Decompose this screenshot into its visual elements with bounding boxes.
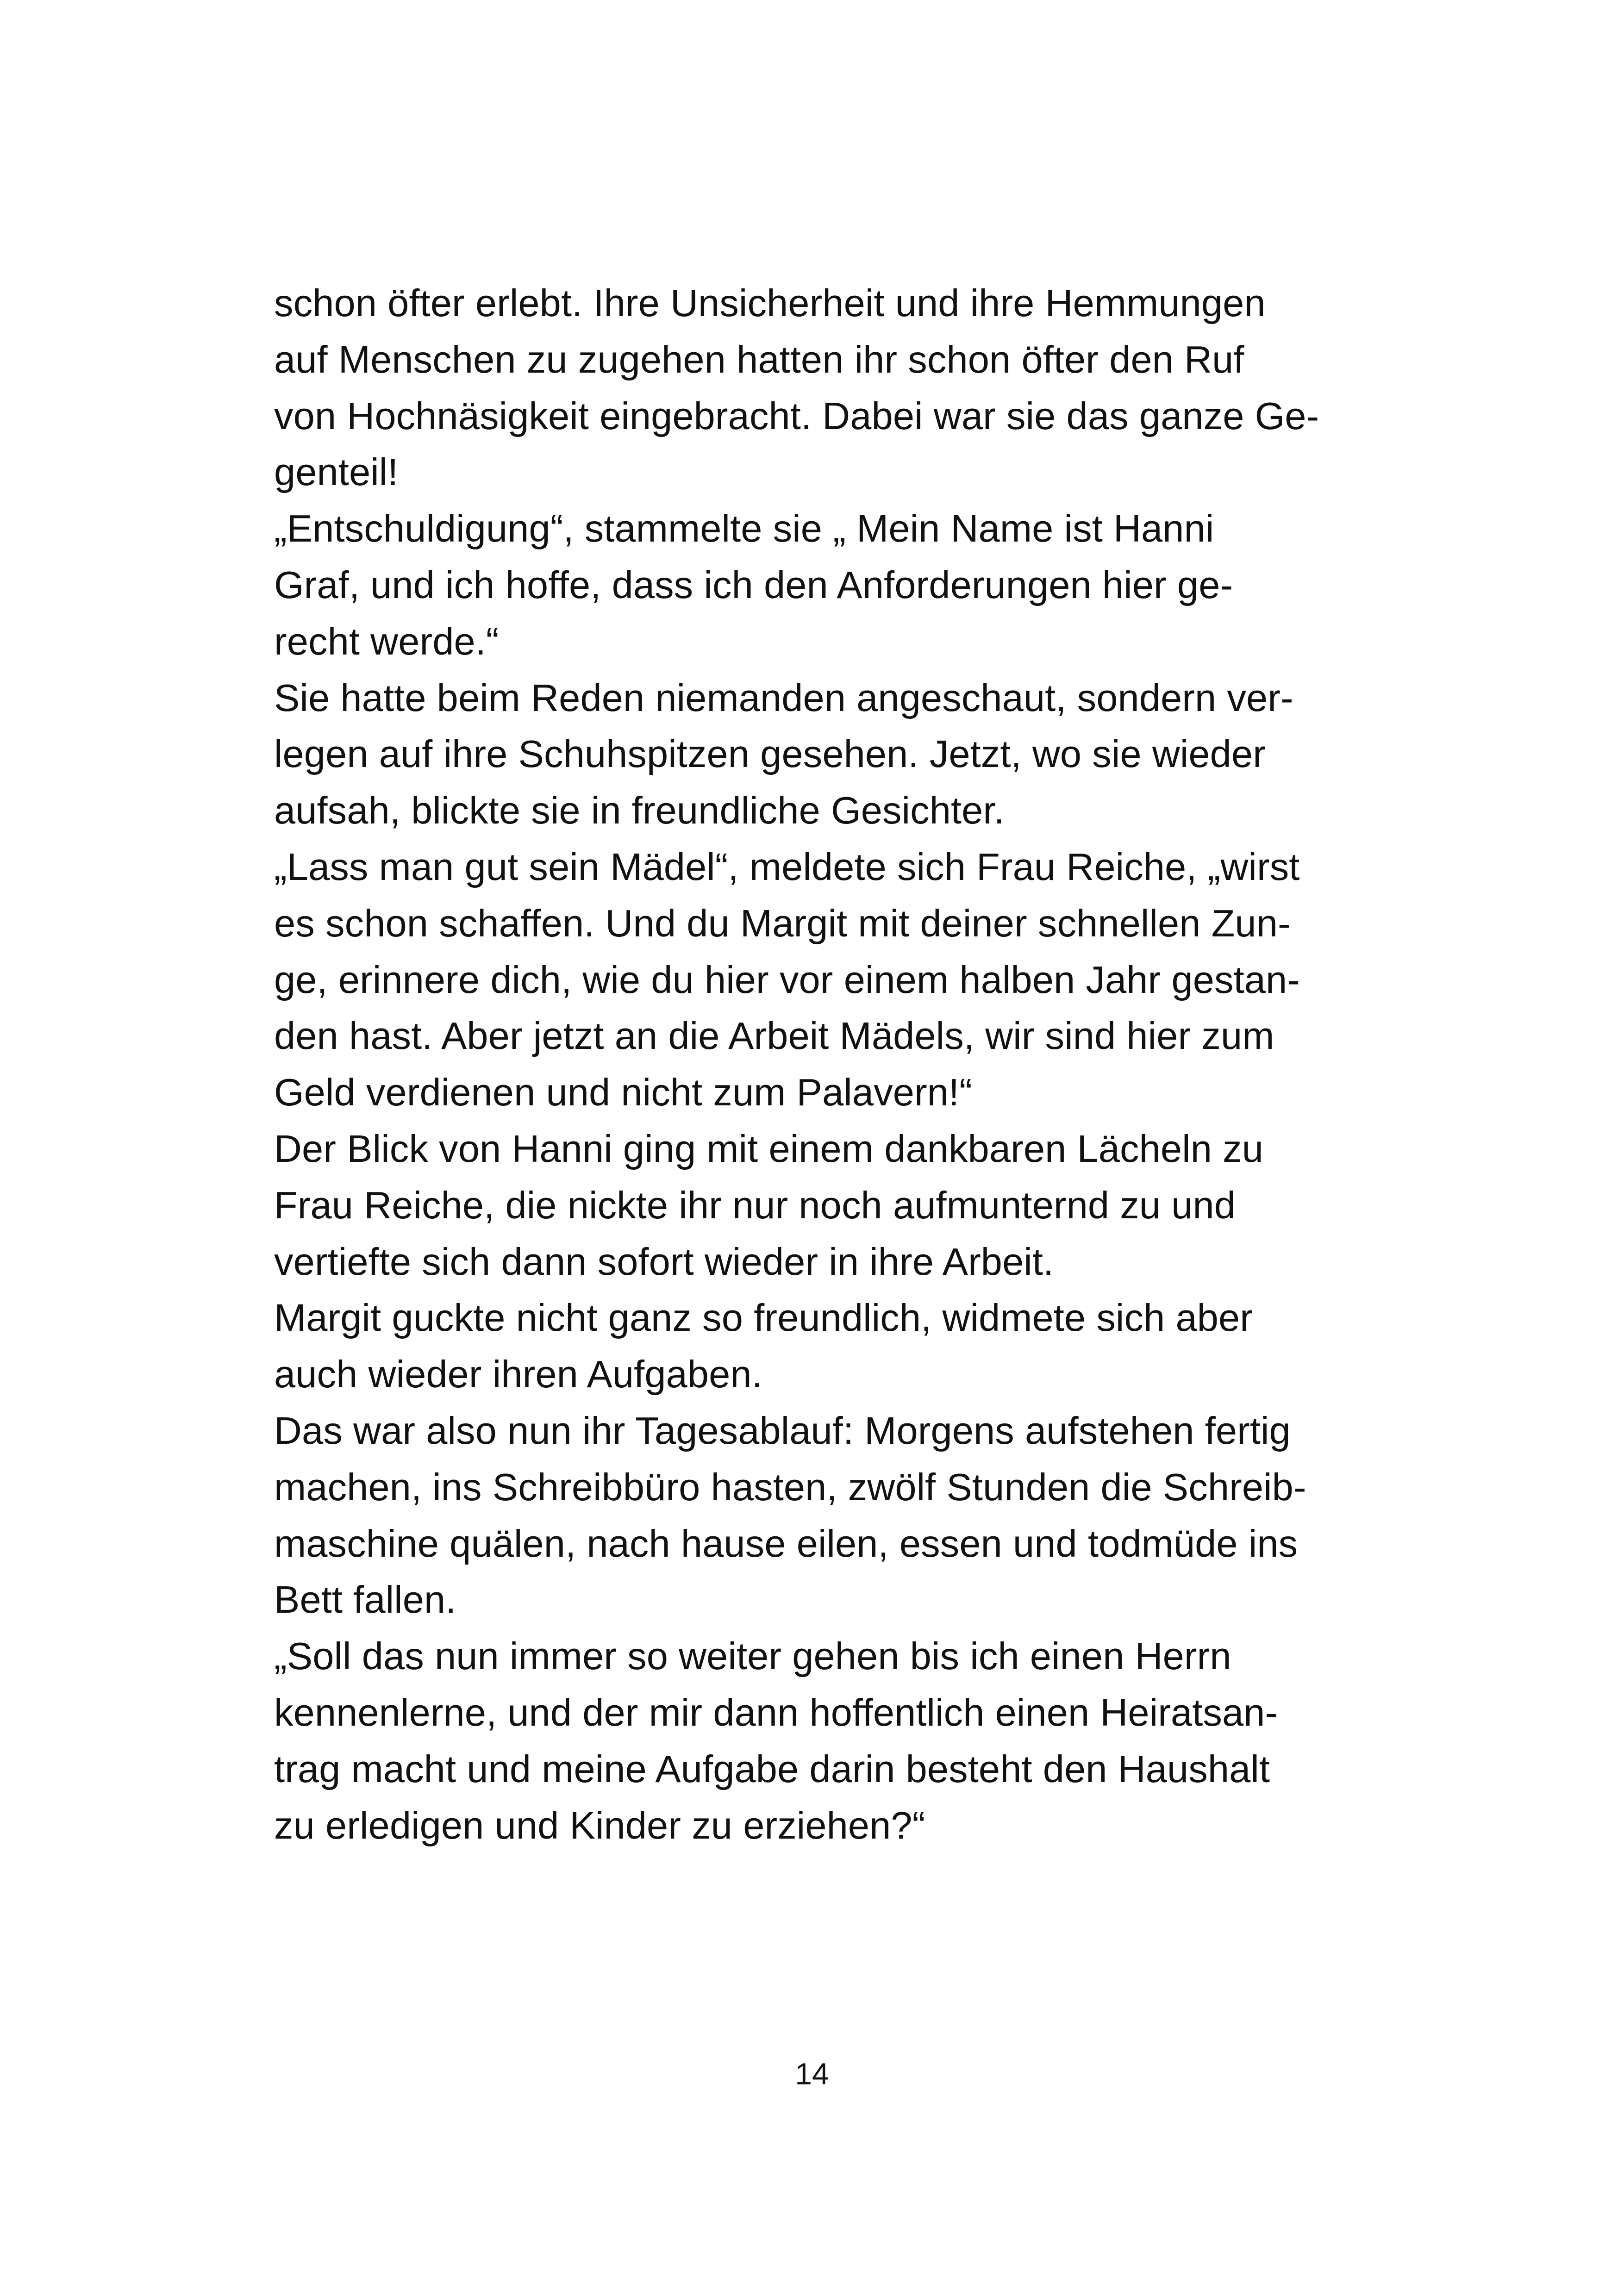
text-line: „Entschuldigung“, stammelte sie „ Mein Name ist Hanni: [274, 507, 1214, 550]
text-line: vertiefte sich dann sofort wieder in ihre Arbeit.: [274, 1240, 1054, 1283]
text-line: Der Blick von Hanni ging mit einem dankbaren Lächeln zu: [274, 1127, 1263, 1170]
text-line: den hast. Aber jetzt an die Arbeit Mädels, wir sind hier zum: [274, 1014, 1274, 1058]
text-line: zu erledigen und Kinder zu erziehen?“: [274, 1803, 925, 1847]
text-line: Bett fallen.: [274, 1578, 456, 1621]
page-number: 14: [795, 2057, 829, 2091]
text-line: „Lass man gut sein Mädel“, meldete sich Frau Reiche, „wirst: [274, 845, 1300, 888]
text-line: Geld verdienen und nicht zum Palavern!“: [274, 1071, 972, 1114]
text-line: Das war also nun ihr Tagesablauf: Morgens aufstehen fertig: [274, 1409, 1291, 1452]
text-line: auf Menschen zu zugehen hatten ihr schon öfter den Ruf: [274, 337, 1244, 381]
text-line: von Hochnäsigkeit eingebracht. Dabei war sie das ganze Ge-: [274, 394, 1319, 437]
text-line: es schon schaffen. Und du Margit mit deiner schnellen Zun-: [274, 901, 1291, 945]
text-line: legen auf ihre Schuhspitzen gesehen. Jetzt, wo sie wieder: [274, 732, 1266, 776]
text-line: genteil!: [274, 450, 399, 494]
text-line: ge, erinnere dich, wie du hier vor einem halben Jahr gestan-: [274, 958, 1300, 1001]
text-line: recht werde.“: [274, 619, 499, 663]
text-line: Sie hatte beim Reden niemanden angeschaut, sondern ver-: [274, 676, 1293, 719]
text-line: Frau Reiche, die nickte ihr nur noch aufmunternd zu und: [274, 1183, 1236, 1227]
text-line: trag macht und meine Aufgabe darin besteht den Haushalt: [274, 1747, 1270, 1790]
text-line: maschine quälen, nach hause eilen, essen und todmüde ins: [274, 1522, 1298, 1565]
text-line: auch wieder ihren Aufgaben.: [274, 1353, 762, 1396]
text-line: aufsah, blickte sie in freundliche Gesichter.: [274, 789, 1005, 832]
text-line: Margit guckte nicht ganz so freundlich, widmete sich aber: [274, 1296, 1253, 1340]
text-line: kennenlerne, und der mir dann hoffentlich einen Heiratsan-: [274, 1690, 1278, 1734]
text-line: Graf, und ich hoffe, dass ich den Anforderungen hier ge-: [274, 563, 1233, 606]
text-line: schon öfter erlebt. Ihre Unsicherheit und ihre Hemmungen: [274, 281, 1266, 324]
text-line: „Soll das nun immer so weiter gehen bis ich einen Herrn: [274, 1634, 1231, 1678]
text-line: machen, ins Schreibbüro hasten, zwölf Stunden die Schreib-: [274, 1465, 1306, 1509]
body-text: [274, 275, 1413, 1853]
